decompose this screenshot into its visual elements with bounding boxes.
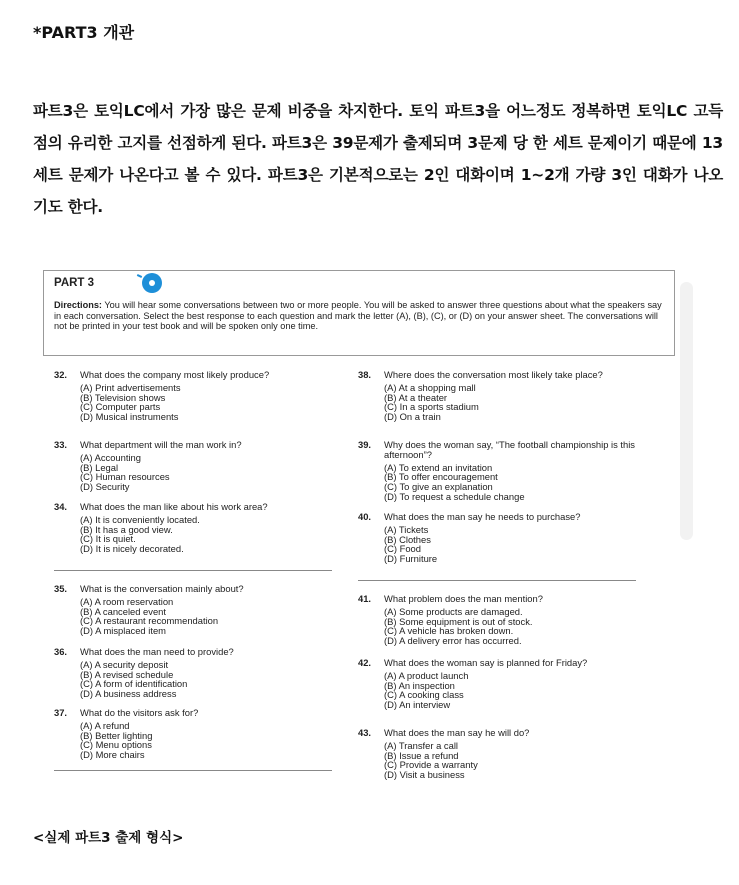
question-number: 32. [54, 369, 68, 380]
answer-option: (D) To request a schedule change [384, 490, 525, 502]
audio-cd-icon [142, 273, 162, 293]
answer-options [54, 597, 339, 635]
question-text: What department will the man work in? [80, 439, 242, 450]
answer-option: (A) It is conveniently located. [80, 513, 200, 525]
question-number: 39. [358, 439, 372, 450]
answer-option: (B) At a theater [384, 391, 448, 403]
section-divider [54, 570, 332, 571]
question-number: 37. [54, 707, 68, 718]
answer-option: (D) Security [80, 480, 130, 492]
part3-test-sheet [33, 262, 673, 807]
answer-option: (D) A delivery error has occurred. [384, 634, 522, 646]
answer-option: (B) Clothes [384, 533, 431, 545]
answer-option: (A) Accounting [80, 451, 141, 463]
answer-option: (B) An inspection [384, 679, 455, 691]
answer-option: (A) A room reservation [80, 595, 174, 607]
answer-option: (C) In a sports stadium [384, 401, 479, 413]
question-text: What does the company most likely produce? [80, 369, 270, 380]
question-text: What does the man need to provide? [80, 646, 234, 657]
question-stem [54, 440, 339, 450]
answer-options [54, 721, 339, 759]
answer-option: (D) Visit a business [384, 768, 465, 780]
question-number: 35. [54, 583, 68, 594]
question-stem [358, 370, 643, 380]
answer-option: (B) A canceled event [80, 605, 166, 617]
question-stem [54, 708, 339, 718]
question-block [54, 502, 339, 553]
question-block [358, 440, 643, 501]
question-number: 42. [358, 657, 372, 668]
question-text: What problem does the man mention? [384, 593, 543, 604]
question-block [54, 370, 339, 421]
part-title: PART 3 [54, 277, 95, 289]
answer-options [358, 671, 643, 709]
answer-option: (B) Better lighting [80, 729, 153, 741]
answer-options [358, 741, 643, 779]
question-stem [358, 594, 643, 604]
question-stem [54, 584, 339, 594]
answer-option: (B) Television shows [80, 391, 166, 403]
answer-option: (C) Food [384, 543, 421, 555]
answer-options [358, 383, 643, 421]
question-text: What does the woman say is planned for Friday? [384, 657, 588, 668]
answer-options [54, 383, 339, 421]
figure-caption: <실제 파트3 출제 형식> [33, 830, 184, 846]
answer-options [358, 607, 643, 645]
answer-option: (B) It has a good view. [80, 523, 173, 535]
answer-option: (C) It is quiet. [80, 533, 136, 545]
question-block [358, 728, 643, 779]
answer-option: (A) At a shopping mall [384, 381, 476, 393]
answer-option: (C) Menu options [80, 739, 152, 751]
answer-option: (B) Issue a refund [384, 749, 459, 761]
answer-option: (C) Human resources [80, 471, 170, 483]
answer-option: (A) Print advertisements [80, 381, 181, 393]
answer-options [54, 453, 339, 491]
question-text: What is the conversation mainly about? [80, 583, 244, 594]
answer-option: (A) A refund [80, 719, 130, 731]
answer-option: (A) Some products are damaged. [384, 605, 523, 617]
question-stem [358, 512, 643, 522]
answer-option: (A) A security deposit [80, 658, 169, 670]
question-text: What does the man say he will do? [384, 727, 530, 738]
answer-option: (B) To offer encouragement [384, 471, 498, 483]
directions-box [43, 270, 675, 356]
answer-option: (A) Tickets [384, 523, 429, 535]
intro-paragraph: 파트3은 토익LC에서 가장 많은 문제 비중을 차지한다. 토익 파트3을 어느정도 정복하면 토익LC 고득점의 유리한 고지를 선점하게 된다. 파트3은 39문제가 출제되며 3문제 당 한 세트 문제이기 때문에 13세트 문제가 나온다고 볼 수 있다. 파트3은 기본적으로는 2인 대화이며 1~2개 가량 3인 대화가 나오기도 한다. [33, 102, 723, 216]
answer-option: (D) It is nicely decorated. [80, 542, 184, 554]
question-number: 34. [54, 501, 68, 512]
answer-options [54, 660, 339, 698]
question-text: Where does the conversation most likely take place? [384, 369, 603, 380]
directions-text [54, 300, 666, 332]
section-divider [358, 580, 636, 581]
question-block [358, 370, 643, 421]
answer-option: (D) A misplaced item [80, 624, 166, 636]
decorative-bar [680, 282, 693, 540]
question-text: Why does the woman say, “The football championship is this afternoon”? [384, 439, 635, 460]
question-block [358, 658, 643, 709]
answer-option: (C) A form of identification [80, 678, 188, 690]
answer-option: (D) Furniture [384, 552, 438, 564]
directions-label: Directions: [54, 300, 102, 310]
question-number: 41. [358, 593, 372, 604]
answer-option: (A) Transfer a call [384, 739, 458, 751]
question-stem [358, 440, 643, 460]
question-number: 38. [358, 369, 372, 380]
answer-option: (B) Some equipment is out of stock. [384, 615, 533, 627]
question-stem [54, 647, 339, 657]
question-text: What do the visitors ask for? [80, 707, 199, 718]
answer-option: (C) A vehicle has broken down. [384, 625, 514, 637]
question-block [54, 647, 339, 698]
answer-options [54, 515, 339, 553]
answer-option: (B) Legal [80, 461, 119, 473]
question-number: 36. [54, 646, 68, 657]
answer-option: (A) A product launch [384, 669, 469, 681]
answer-options [358, 463, 643, 501]
answer-option: (C) A cooking class [384, 689, 464, 701]
question-number: 33. [54, 439, 68, 450]
question-number: 40. [358, 511, 372, 522]
answer-option: (A) To extend an invitation [384, 461, 493, 473]
answer-option: (B) A revised schedule [80, 668, 174, 680]
question-block [358, 512, 643, 563]
question-number: 43. [358, 727, 372, 738]
answer-option: (D) On a train [384, 410, 441, 422]
question-block [54, 708, 339, 759]
question-stem [358, 728, 643, 738]
section-divider [54, 770, 332, 771]
answer-option: (C) To give an explanation [384, 481, 493, 492]
answer-option: (D) An interview [384, 698, 451, 710]
answer-options [358, 525, 643, 563]
question-stem [358, 658, 643, 668]
question-stem [54, 502, 339, 512]
question-text: What does the man say he needs to purchase? [384, 511, 581, 522]
answer-option: (D) More chairs [80, 748, 145, 760]
directions-body: You will hear some conversations between two or more people. You will be asked to answer three questions about what the speakers say in each conversation. Select the best response to each question and mark the letter (A), (B), (C), or (D) on your answer sheet. The conversations will not be printed in your test book and will be spoken only one time. [54, 300, 662, 331]
answer-option: (C) Computer parts [80, 401, 161, 413]
answer-option: (C) Provide a warranty [384, 759, 478, 771]
answer-option: (C) A restaurant recommendation [80, 615, 219, 627]
question-text: What does the man like about his work area? [80, 501, 268, 512]
question-stem [54, 370, 339, 380]
page-heading: *PART3 개관 [33, 23, 135, 42]
answer-option: (D) A business address [80, 687, 177, 699]
question-block [54, 584, 339, 635]
question-block [358, 594, 643, 645]
answer-option: (D) Musical instruments [80, 410, 179, 422]
question-block [54, 440, 339, 491]
